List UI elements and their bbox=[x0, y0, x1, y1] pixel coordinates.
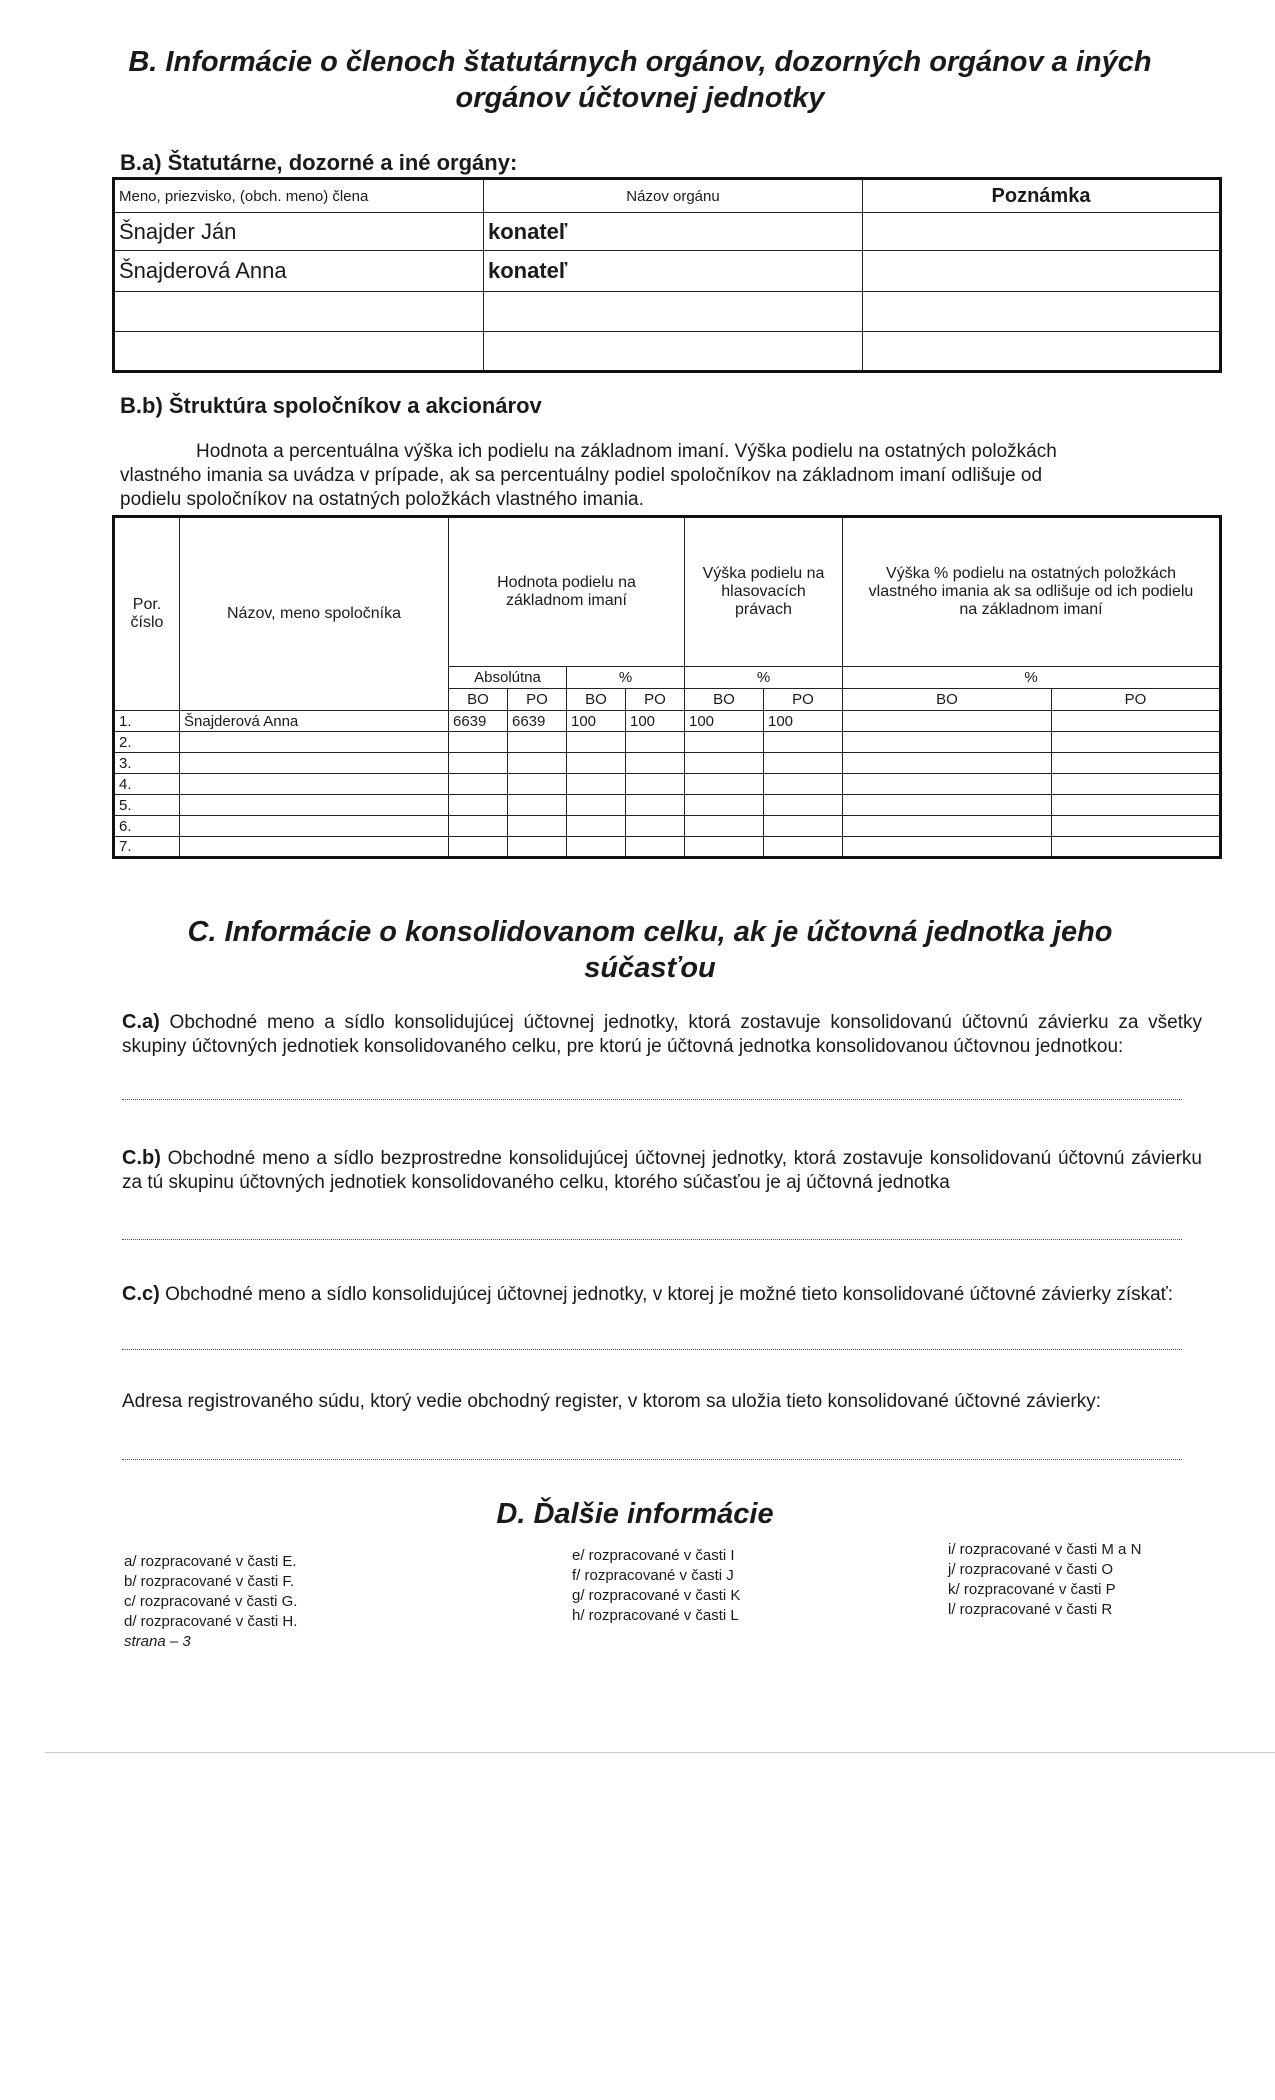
bb-row4-name bbox=[180, 774, 449, 795]
bb-row2-pct-po bbox=[626, 732, 685, 753]
cc-block bbox=[122, 1282, 1202, 1307]
bb-header-abs-bo: BO bbox=[449, 689, 508, 711]
bb-row6-pct-po bbox=[626, 816, 685, 837]
bb-row2-vote-bo bbox=[685, 732, 764, 753]
bb-row5-abs-bo bbox=[449, 795, 508, 816]
table-row bbox=[114, 837, 1221, 858]
bb-row7-no: 7. bbox=[114, 837, 180, 858]
bb-row3-abs-po bbox=[508, 753, 567, 774]
table-row bbox=[114, 732, 1221, 753]
bb-row2-abs-po bbox=[508, 732, 567, 753]
ba-header-organ: Názov orgánu bbox=[484, 179, 863, 213]
cc-text: Obchodné meno a sídlo konsolidujúcej účtovnej jednotky, v ktorej je možné tieto konsolidované účtovné závierky získať: bbox=[165, 1284, 1174, 1305]
bb-header-other: Výška % podielu na ostatných položkách vlastného imania ak sa odlišuje od ich podielu na základnom imaní bbox=[843, 517, 1221, 667]
bb-row5-abs-po bbox=[508, 795, 567, 816]
ba-row3-note bbox=[863, 291, 1221, 331]
list-item: b/ rozpracované v časti F. bbox=[124, 1573, 295, 1590]
bb-row4-abs-po bbox=[508, 774, 567, 795]
list-item: f/ rozpracované v časti J bbox=[572, 1567, 734, 1584]
list-item: j/ rozpracované v časti O bbox=[948, 1561, 1114, 1578]
bb-row1-abs-bo: 6639 bbox=[449, 711, 508, 732]
section-d-col2 bbox=[572, 1546, 872, 1626]
bb-row6-abs-po bbox=[508, 816, 567, 837]
section-d-title: D. Ďalšie informácie bbox=[496, 1498, 774, 1530]
ba-row4-note bbox=[863, 331, 1221, 371]
ba-row1-organ: konateľ bbox=[484, 213, 863, 251]
bb-row3-oth-bo bbox=[843, 753, 1052, 774]
bb-row3-abs-bo bbox=[449, 753, 508, 774]
section-d-col1 bbox=[124, 1552, 424, 1652]
cc-answer-line[interactable] bbox=[122, 1347, 1182, 1350]
bb-row3-no: 3. bbox=[114, 753, 180, 774]
bb-row4-no: 4. bbox=[114, 774, 180, 795]
bb-row4-oth-po bbox=[1052, 774, 1221, 795]
bb-row1-pct-bo: 100 bbox=[567, 711, 626, 732]
table-row bbox=[114, 753, 1221, 774]
section-c-title-line2: súčasťou bbox=[584, 952, 716, 984]
list-item: g/ rozpracované v časti K bbox=[572, 1587, 741, 1604]
bb-row1-vote-po: 100 bbox=[764, 711, 843, 732]
bb-header-oth-po: PO bbox=[1052, 689, 1221, 711]
bb-header-absolute: Absolútna bbox=[449, 667, 567, 689]
bb-header-por: Por. číslo bbox=[114, 517, 180, 711]
ba-row3-name bbox=[114, 291, 484, 331]
ca-label: C.a) bbox=[122, 1011, 160, 1033]
table-row bbox=[114, 816, 1221, 837]
list-item: a/ rozpracované v časti E. bbox=[124, 1553, 297, 1570]
bb-row1-oth-bo bbox=[843, 711, 1052, 732]
bb-row7-pct-po bbox=[626, 837, 685, 858]
bb-header-value-pct: % bbox=[567, 667, 685, 689]
bb-row3-pct-bo bbox=[567, 753, 626, 774]
bb-row4-vote-po bbox=[764, 774, 843, 795]
list-item: c/ rozpracované v časti G. bbox=[124, 1593, 298, 1610]
bb-row4-pct-po bbox=[626, 774, 685, 795]
bb-header-oth-bo: BO bbox=[843, 689, 1052, 711]
list-item: k/ rozpracované v časti P bbox=[948, 1581, 1116, 1598]
bb-row2-vote-po bbox=[764, 732, 843, 753]
bb-row2-oth-bo bbox=[843, 732, 1052, 753]
bb-row7-pct-bo bbox=[567, 837, 626, 858]
ba-header-note: Poznámka bbox=[863, 179, 1221, 213]
section-b-title-line2: orgánov účtovnej jednotky bbox=[455, 82, 825, 114]
address-answer-line[interactable] bbox=[122, 1457, 1182, 1460]
bb-row5-name bbox=[180, 795, 449, 816]
table-row bbox=[114, 711, 1221, 732]
bb-row5-pct-bo bbox=[567, 795, 626, 816]
bb-row6-oth-bo bbox=[843, 816, 1052, 837]
bb-intro-line3: podielu spoločníkov na ostatných položkách vlastného imania. bbox=[120, 489, 644, 510]
bb-header-value: Hodnota podielu na základnom imaní bbox=[449, 517, 685, 667]
bb-row3-vote-po bbox=[764, 753, 843, 774]
bb-row4-abs-bo bbox=[449, 774, 508, 795]
bb-table bbox=[112, 515, 1222, 859]
section-c-title bbox=[120, 914, 1180, 986]
ba-row2-organ: konateľ bbox=[484, 251, 863, 291]
ba-table bbox=[112, 177, 1222, 373]
bb-header-name: Názov, meno spoločníka bbox=[180, 517, 449, 711]
section-b-title bbox=[100, 44, 1180, 116]
bb-row3-oth-po bbox=[1052, 753, 1221, 774]
bb-row1-name: Šnajderová Anna bbox=[180, 711, 449, 732]
bb-header-abs-po: PO bbox=[508, 689, 567, 711]
cb-answer-line[interactable] bbox=[122, 1237, 1182, 1240]
address-block: Adresa registrovaného súdu, ktorý vedie obchodný register, v ktorom sa uložia tieto konsolidované účtovné závierky: bbox=[122, 1391, 1102, 1412]
bb-row7-vote-bo bbox=[685, 837, 764, 858]
list-item: l/ rozpracované v časti R bbox=[948, 1601, 1113, 1618]
ba-row1-name: Šnajder Ján bbox=[114, 213, 484, 251]
bb-intro-line1: Hodnota a percentuálna výška ich podielu na základnom imaní. Výška podielu na ostatných položkách bbox=[196, 441, 1057, 462]
ba-heading: B.a) Štatutárne, dozorné a iné orgány: bbox=[120, 150, 518, 175]
bb-row5-oth-po bbox=[1052, 795, 1221, 816]
ba-row4-organ bbox=[484, 331, 863, 371]
page-label: strana – 3 bbox=[124, 1633, 191, 1650]
ba-row2-note bbox=[863, 251, 1221, 291]
ba-row3-organ bbox=[484, 291, 863, 331]
list-item: i/ rozpracované v časti M a N bbox=[948, 1541, 1142, 1558]
bb-header-other-pct: % bbox=[843, 667, 1221, 689]
bb-row2-abs-bo bbox=[449, 732, 508, 753]
bb-row5-no: 5. bbox=[114, 795, 180, 816]
bb-header-vote-bo: BO bbox=[685, 689, 764, 711]
ca-answer-line[interactable] bbox=[122, 1097, 1182, 1100]
bb-row5-vote-bo bbox=[685, 795, 764, 816]
bb-row4-oth-bo bbox=[843, 774, 1052, 795]
bb-row4-pct-bo bbox=[567, 774, 626, 795]
bb-row7-oth-po bbox=[1052, 837, 1221, 858]
bb-heading: B.b) Štruktúra spoločníkov a akcionárov bbox=[120, 393, 542, 418]
bb-row6-abs-bo bbox=[449, 816, 508, 837]
bb-row1-abs-po: 6639 bbox=[508, 711, 567, 732]
bb-row1-pct-po: 100 bbox=[626, 711, 685, 732]
bb-row7-abs-bo bbox=[449, 837, 508, 858]
bb-row6-vote-po bbox=[764, 816, 843, 837]
bb-header-vote-po: PO bbox=[764, 689, 843, 711]
list-item: d/ rozpracované v časti H. bbox=[124, 1613, 298, 1630]
bb-row1-no: 1. bbox=[114, 711, 180, 732]
ca-block bbox=[122, 1010, 1202, 1059]
ba-row2-name: Šnajderová Anna bbox=[114, 251, 484, 291]
cc-label: C.c) bbox=[122, 1283, 160, 1305]
page-edge-line bbox=[45, 1752, 1275, 1753]
bb-row6-pct-bo bbox=[567, 816, 626, 837]
section-d-col3 bbox=[948, 1540, 1248, 1620]
bb-row5-vote-po bbox=[764, 795, 843, 816]
cb-text: Obchodné meno a sídlo bezprostredne konsolidujúcej účtovnej jednotky, ktorá zostavuje konsolidovanú účtovnú závierku za tú skupinu účtovných jednotiek konsolidovaného celku, ktorého súčasťou je aj účtovná jednotka bbox=[122, 1148, 1202, 1193]
bb-header-pct-bo: BO bbox=[567, 689, 626, 711]
bb-row7-abs-po bbox=[508, 837, 567, 858]
bb-row3-name bbox=[180, 753, 449, 774]
bb-header-votes-pct: % bbox=[685, 667, 843, 689]
bb-row3-vote-bo bbox=[685, 753, 764, 774]
bb-intro-line2: vlastného imania sa uvádza v prípade, ak sa percentuálny podiel spoločníkov na základnom imaní odlišuje od bbox=[120, 465, 1043, 486]
bb-header-votes: Výška podielu na hlasovacích právach bbox=[685, 517, 843, 667]
list-item: e/ rozpracované v časti I bbox=[572, 1547, 735, 1564]
table-row bbox=[114, 774, 1221, 795]
list-item: h/ rozpracované v časti L bbox=[572, 1607, 739, 1624]
bb-row2-no: 2. bbox=[114, 732, 180, 753]
bb-row4-vote-bo bbox=[685, 774, 764, 795]
bb-row5-pct-po bbox=[626, 795, 685, 816]
bb-row6-name bbox=[180, 816, 449, 837]
ca-text: Obchodné meno a sídlo konsolidujúcej účtovnej jednotky, ktorá zostavuje konsolidovanú účtovnú závierku za všetky skupiny účtovných jednotiek konsolidovaného celku, pre ktorú je účtovná jednotka konsolidovanou účtovnou jednotkou: bbox=[122, 1012, 1203, 1057]
bb-row7-oth-bo bbox=[843, 837, 1052, 858]
bb-row7-vote-po bbox=[764, 837, 843, 858]
bb-row6-oth-po bbox=[1052, 816, 1221, 837]
bb-row2-name bbox=[180, 732, 449, 753]
bb-row1-oth-po bbox=[1052, 711, 1221, 732]
ba-header-name: Meno, priezvisko, (obch. meno) člena bbox=[114, 179, 484, 213]
bb-row6-vote-bo bbox=[685, 816, 764, 837]
bb-row3-pct-po bbox=[626, 753, 685, 774]
table-row bbox=[114, 795, 1221, 816]
bb-intro bbox=[120, 440, 1200, 512]
bb-row2-pct-bo bbox=[567, 732, 626, 753]
bb-row2-oth-po bbox=[1052, 732, 1221, 753]
ba-row4-name bbox=[114, 331, 484, 371]
cb-label: C.b) bbox=[122, 1147, 161, 1169]
cb-block bbox=[122, 1146, 1202, 1195]
section-b-title-line1: B. Informácie o členoch štatutárnych orgánov, dozorných orgánov a iných bbox=[128, 46, 1152, 78]
bb-row5-oth-bo bbox=[843, 795, 1052, 816]
ba-row1-note bbox=[863, 213, 1221, 251]
bb-row6-no: 6. bbox=[114, 816, 180, 837]
bb-row1-vote-bo: 100 bbox=[685, 711, 764, 732]
bb-row7-name bbox=[180, 837, 449, 858]
bb-header-pct-po: PO bbox=[626, 689, 685, 711]
section-c-title-line1: C. Informácie o konsolidovanom celku, ak je účtovná jednotka jeho bbox=[187, 916, 1113, 948]
